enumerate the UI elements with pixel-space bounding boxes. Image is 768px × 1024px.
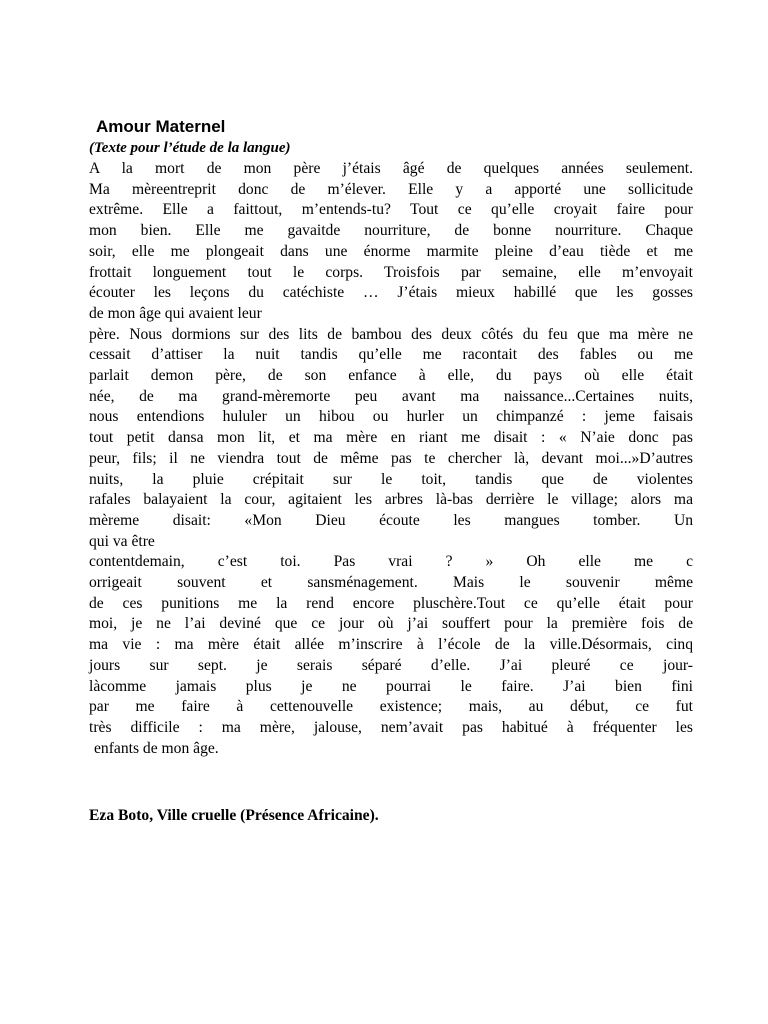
body-line: de ces punitions me la rend encore pluschère.Tout ce qu’elle était pour <box>89 594 693 612</box>
body-line: peur, fils; il ne viendra tout de même pas te chercher là, devant moi...»D’autres <box>89 449 693 467</box>
body-line: nous entendions hululer un hibou ou hurler un chimpanzé : jeme faisais <box>89 408 693 426</box>
body-line: ma vie : ma mère était allée m’inscrire à l’école de la ville.Désormais, cinq <box>89 636 693 654</box>
body-line: làcomme jamais plus je ne pourrai le faire. J’ai bien fini <box>89 677 693 695</box>
body-line: jours sur sept. je serais séparé d’elle. J’ai pleuré ce jour- <box>89 656 693 674</box>
body-line: moi, je ne l’ai deviné que ce jour où j’ai souffert pour la première fois de <box>89 615 693 633</box>
body-line: nuits, la pluie crépitait sur le toit, tandis que de violentes <box>89 470 693 488</box>
body-line: contentdemain, c’est toi. Pas vrai ? » Oh elle me c <box>89 553 693 571</box>
body-line: écouter les leçons du catéchiste … J’étais mieux habillé que les gosses <box>89 284 693 302</box>
body-line: qui va être <box>89 532 155 550</box>
body-line: rafales balayaient la cour, agitaient les arbres là-bas derrière le village; alors ma <box>89 491 693 509</box>
document-title: Amour Maternel <box>96 117 226 136</box>
body-line: A la mort de mon père j’étais âgé de quelques années seulement. <box>89 160 693 177</box>
body-line: cessait d’attiser la nuit tandis qu’elle me racontait des fables ou me <box>89 346 693 364</box>
body-line: née, de ma grand-mèremorte peu avant ma naissance...Certaines nuits, <box>89 387 693 405</box>
body-line: tout petit dansa mon lit, et ma mère en riant me disait : « N’aie donc pas <box>89 429 693 447</box>
body-line: père. Nous dormions sur des lits de bambou des deux côtés du feu que ma mère ne <box>89 325 693 343</box>
source-citation: Eza Boto, Ville cruelle (Présence Africaine). <box>89 807 379 824</box>
body-line: extrême. Elle a faittout, m’entends-tu? Tout ce qu’elle croyait faire pour <box>89 201 693 219</box>
body-line: frottait longuement tout le corps. Troisfois par semaine, elle m’envoyait <box>89 263 693 281</box>
body-line: mèreme disait: «Mon Dieu écoute les mangues tomber. Un <box>89 511 693 529</box>
body-line: Ma mèreentreprit donc de m’élever. Elle y a apporté une sollicitude <box>89 180 693 198</box>
document-subtitle: (Texte pour l’étude de la langue) <box>89 140 291 156</box>
body-line: parlait demon père, de son enfance à elle, du pays où elle était <box>89 367 693 385</box>
body-paragraph <box>89 159 693 759</box>
body-line: soir, elle me plongeait dans une énorme marmite pleine d’eau tiède et me <box>89 242 693 260</box>
body-line: de mon âge qui avaient leur <box>89 304 262 322</box>
body-line: orrigeait souvent et sansménagement. Mais le souvenir même <box>89 574 693 592</box>
body-line: par me faire à cettenouvelle existence; mais, au début, ce fut <box>89 698 693 716</box>
body-line: enfants de mon âge. <box>94 739 219 757</box>
body-line: très difficile : ma mère, jalouse, nem’avait pas habitué à fréquenter les <box>89 718 693 736</box>
body-line: mon bien. Elle me gavaitde nourriture, de bonne nourriture. Chaque <box>89 222 693 240</box>
